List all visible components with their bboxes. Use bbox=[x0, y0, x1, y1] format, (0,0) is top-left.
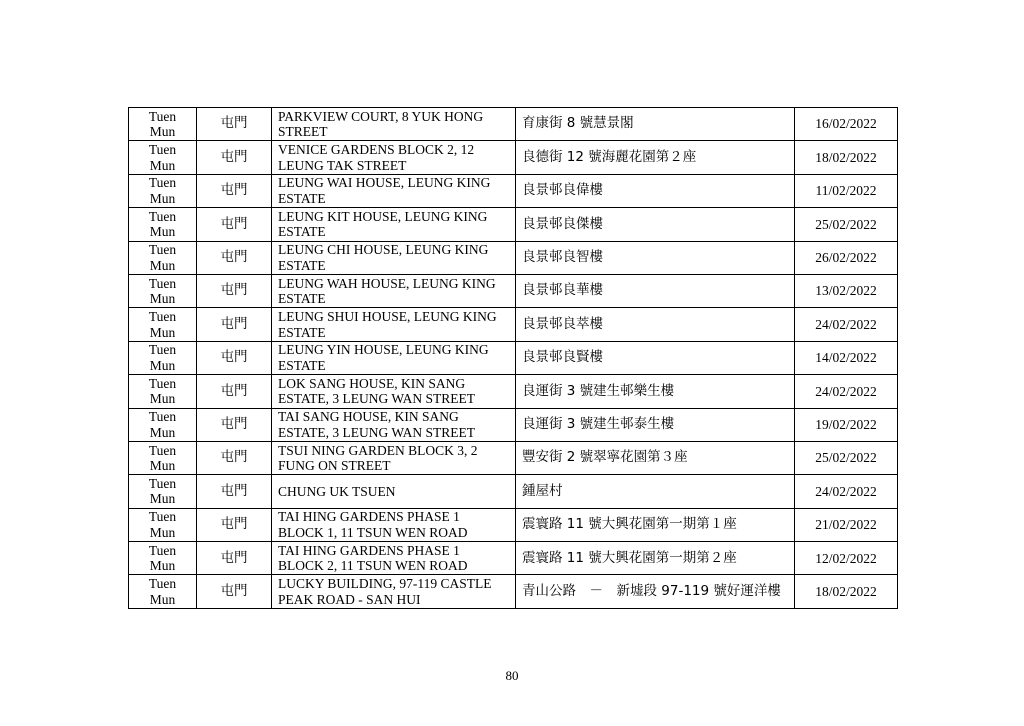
table-row bbox=[129, 475, 898, 508]
district-zh-cell: 屯門 bbox=[197, 208, 272, 241]
address-en-cell: LEUNG SHUI HOUSE, LEUNG KING ESTATE bbox=[272, 308, 516, 341]
table-row bbox=[129, 408, 898, 441]
address-zh-cell: 鍾屋村 bbox=[516, 475, 795, 508]
district-en-cell: Tuen Mun bbox=[129, 274, 197, 307]
district-en-cell: Tuen Mun bbox=[129, 174, 197, 207]
address-en-cell: TSUI NING GARDEN BLOCK 3, 2 FUNG ON STREET bbox=[272, 441, 516, 474]
district-zh-cell: 屯門 bbox=[197, 575, 272, 608]
address-en-cell: LEUNG YIN HOUSE, LEUNG KING ESTATE bbox=[272, 341, 516, 374]
address-en-cell: LUCKY BUILDING, 97-119 CASTLE PEAK ROAD - SAN HUI bbox=[272, 575, 516, 608]
date-cell: 19/02/2022 bbox=[795, 408, 898, 441]
address-en-cell: LEUNG CHI HOUSE, LEUNG KING ESTATE bbox=[272, 241, 516, 274]
address-zh-cell: 良景邨良賢樓 bbox=[516, 341, 795, 374]
date-cell: 18/02/2022 bbox=[795, 141, 898, 174]
district-zh-cell: 屯門 bbox=[197, 508, 272, 541]
date-cell: 13/02/2022 bbox=[795, 274, 898, 307]
district-zh-cell: 屯門 bbox=[197, 542, 272, 575]
address-zh-cell: 良運街 3 號建生邨泰生樓 bbox=[516, 408, 795, 441]
district-en-cell: Tuen Mun bbox=[129, 575, 197, 608]
address-en-cell: LEUNG KIT HOUSE, LEUNG KING ESTATE bbox=[272, 208, 516, 241]
district-zh-cell: 屯門 bbox=[197, 341, 272, 374]
address-zh-cell: 良景邨良傑樓 bbox=[516, 208, 795, 241]
district-en-cell: Tuen Mun bbox=[129, 241, 197, 274]
date-cell: 26/02/2022 bbox=[795, 241, 898, 274]
table-row bbox=[129, 141, 898, 174]
district-zh-cell: 屯門 bbox=[197, 141, 272, 174]
address-zh-cell: 良德街 12 號海麗花園第２座 bbox=[516, 141, 795, 174]
address-zh-cell: 震寰路 11 號大興花園第一期第２座 bbox=[516, 542, 795, 575]
address-zh-cell: 良景邨良智樓 bbox=[516, 241, 795, 274]
table-row bbox=[129, 274, 898, 307]
address-en-cell: CHUNG UK TSUEN bbox=[272, 475, 516, 508]
district-en-cell: Tuen Mun bbox=[129, 508, 197, 541]
table-row bbox=[129, 575, 898, 608]
district-en-cell: Tuen Mun bbox=[129, 408, 197, 441]
district-zh-cell: 屯門 bbox=[197, 108, 272, 141]
address-en-cell: VENICE GARDENS BLOCK 2, 12 LEUNG TAK STREET bbox=[272, 141, 516, 174]
address-zh-cell: 良運街 3 號建生邨樂生樓 bbox=[516, 375, 795, 408]
date-cell: 25/02/2022 bbox=[795, 441, 898, 474]
address-zh-cell: 良景邨良萃樓 bbox=[516, 308, 795, 341]
date-cell: 24/02/2022 bbox=[795, 475, 898, 508]
address-zh-cell: 良景邨良偉樓 bbox=[516, 174, 795, 207]
address-en-cell: PARKVIEW COURT, 8 YUK HONG STREET bbox=[272, 108, 516, 141]
address-en-cell: TAI HING GARDENS PHASE 1 BLOCK 1, 11 TSUN WEN ROAD bbox=[272, 508, 516, 541]
building-list-table bbox=[128, 107, 898, 609]
table-row bbox=[129, 108, 898, 141]
date-cell: 25/02/2022 bbox=[795, 208, 898, 241]
table-row bbox=[129, 341, 898, 374]
date-cell: 11/02/2022 bbox=[795, 174, 898, 207]
district-zh-cell: 屯門 bbox=[197, 408, 272, 441]
address-zh-cell: 青山公路 － 新墟段 97-119 號好運洋樓 bbox=[516, 575, 795, 608]
address-zh-cell: 育康街 8 號慧景閣 bbox=[516, 108, 795, 141]
address-zh-cell: 良景邨良華樓 bbox=[516, 274, 795, 307]
table-row bbox=[129, 375, 898, 408]
district-en-cell: Tuen Mun bbox=[129, 542, 197, 575]
district-zh-cell: 屯門 bbox=[197, 241, 272, 274]
address-en-cell: LEUNG WAI HOUSE, LEUNG KING ESTATE bbox=[272, 174, 516, 207]
table-row bbox=[129, 308, 898, 341]
page-number: 80 bbox=[505, 668, 519, 683]
district-zh-cell: 屯門 bbox=[197, 308, 272, 341]
date-cell: 12/02/2022 bbox=[795, 542, 898, 575]
district-zh-cell: 屯門 bbox=[197, 475, 272, 508]
table-row bbox=[129, 208, 898, 241]
table-row bbox=[129, 542, 898, 575]
district-en-cell: Tuen Mun bbox=[129, 308, 197, 341]
district-zh-cell: 屯門 bbox=[197, 441, 272, 474]
table-row bbox=[129, 174, 898, 207]
date-cell: 21/02/2022 bbox=[795, 508, 898, 541]
table-row bbox=[129, 441, 898, 474]
district-zh-cell: 屯門 bbox=[197, 375, 272, 408]
date-cell: 24/02/2022 bbox=[795, 375, 898, 408]
district-zh-cell: 屯門 bbox=[197, 274, 272, 307]
district-en-cell: Tuen Mun bbox=[129, 108, 197, 141]
district-zh-cell: 屯門 bbox=[197, 174, 272, 207]
table-row bbox=[129, 241, 898, 274]
district-en-cell: Tuen Mun bbox=[129, 375, 197, 408]
date-cell: 24/02/2022 bbox=[795, 308, 898, 341]
address-en-cell: TAI HING GARDENS PHASE 1 BLOCK 2, 11 TSUN WEN ROAD bbox=[272, 542, 516, 575]
address-en-cell: LOK SANG HOUSE, KIN SANG ESTATE, 3 LEUNG WAN STREET bbox=[272, 375, 516, 408]
date-cell: 14/02/2022 bbox=[795, 341, 898, 374]
date-cell: 18/02/2022 bbox=[795, 575, 898, 608]
address-en-cell: TAI SANG HOUSE, KIN SANG ESTATE, 3 LEUNG WAN STREET bbox=[272, 408, 516, 441]
table-row bbox=[129, 508, 898, 541]
address-en-cell: LEUNG WAH HOUSE, LEUNG KING ESTATE bbox=[272, 274, 516, 307]
district-en-cell: Tuen Mun bbox=[129, 441, 197, 474]
district-en-cell: Tuen Mun bbox=[129, 341, 197, 374]
date-cell: 16/02/2022 bbox=[795, 108, 898, 141]
table-body bbox=[129, 108, 898, 609]
address-zh-cell: 震寰路 11 號大興花園第一期第１座 bbox=[516, 508, 795, 541]
district-en-cell: Tuen Mun bbox=[129, 208, 197, 241]
address-zh-cell: 豐安街 2 號翠寧花園第３座 bbox=[516, 441, 795, 474]
district-en-cell: Tuen Mun bbox=[129, 475, 197, 508]
district-en-cell: Tuen Mun bbox=[129, 141, 197, 174]
